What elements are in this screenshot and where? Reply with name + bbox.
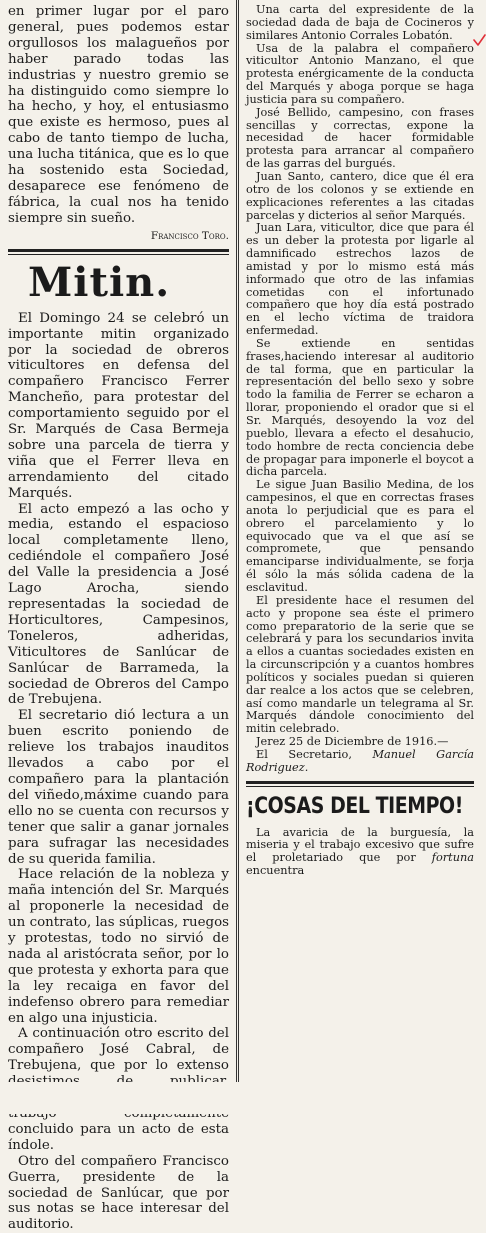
intro-paragraph: en primer lugar por el paro general, pues podemos estar orgullosos los malagueños por haber parado todas las industrias y nuestro gremio se ha distinguido como siempre lo ha hecho, y hoy, el entusiasmo que existe es hermoso, pues al cabo de tanto tiempo de lucha, una lucha titánica, que es lo que ha sostenido esta Sociedad, desaparece ese fenómeno de fábrica, la cual nos ha tenido siempre sin sueño. bbox=[8, 4, 229, 226]
mitin-paragraph-1: El Domingo 24 se celebró un importante mitin organizado por la sociedad de obreros viticultores en defensa del compañero Francisco Ferrer Mancheño, para protestar del comportamiento seguido por el Sr. Marqués de Casa Bermeja sobre una parcela de tierra y viña que el Ferrer lleva en arrendamiento del citado Marqués. bbox=[8, 310, 229, 501]
headline-mitin: Mitin. bbox=[28, 258, 171, 306]
section-rule bbox=[8, 249, 229, 252]
right-paragraph-1: Una carta del expresidente de la sociedad dada de baja de Cocineros y similares Antonio Corrales Lobatón. bbox=[246, 3, 474, 42]
mitin-paragraph-6: Otro del compañero Francisco Guerra, presidente de la sociedad de Sanlúcar, que por sus notas se hace interesar del auditorio. bbox=[8, 1153, 229, 1233]
secretary-name: Manuel García Rodriguez. bbox=[246, 747, 474, 774]
section-rule-thin bbox=[8, 254, 229, 255]
right-paragraph-7: Le sigue Juan Basilio Medina, de los campesinos, el que en correctas frases anota lo perjudicial que es para el obrero el parcelamiento y lo equivocado que va el que así se compromete, que pensando emanciparse individualmente, se forja él sólo la más sólida cadena de la esclavitud. bbox=[246, 478, 474, 594]
right-paragraph-3: José Bellido, campesino, con frases sencillas y correctas, expone la necesidad de hacer formidable protesta para arrancar al compañero de las garras del burgués. bbox=[246, 105, 474, 171]
cosas-text-a: La avaricia de la burguesía, la miseria y el trabajo excesivo que sufre el proletariado que por bbox=[246, 825, 474, 865]
mitin-paragraph-3: El secretario dió lectura a un buen escrito poniendo de relieve los trabajos inauditos llevados a cabo por el compañero para la plantación del viñedo,máxime cuando para ello no se cuenta con recursos y tener que salir a ganar jornales para sufragar las necesidades de su querida familia. bbox=[8, 708, 229, 867]
page-bottom-margin bbox=[0, 1082, 486, 1114]
mitin-paragraph-5: A continuación otro escrito del compañero José Cabral, de Trebujena, que por lo extenso concluido para un acto de esta índole. bbox=[8, 1026, 229, 1153]
right-paragraph-6: Se extiende en sentidas frases,haciendo interesar al auditorio de tal forma, que en particular la representación del bello sexo y sobre todo la familia de Ferrer se echaron a llorar, proponiendo el orador que si el Sr. Marqués, desoyendo la voz del pueblo, llevara a efecto el desahucio, todo hombre de recta conciencia debe de propagar para imponerle el boycot a dicha parcela. bbox=[246, 336, 474, 479]
article-signature: Francisco Toro. bbox=[150, 229, 229, 242]
secretary-prefix: El Secretario, bbox=[256, 747, 352, 761]
cosas-text-b: encuentra bbox=[246, 864, 305, 878]
left-column bbox=[8, 4, 229, 1233]
right-column bbox=[246, 4, 474, 878]
right-paragraph-8: El presidente hace el resumen del acto y propone sea éste el primero como preparatorio de la serie que se celebrará y para los secundarios invita a ellos a cuantas sociedades existen en la circunscripción y a cuantos hombres políticos y sociales puedan si quieren dar realce a los actos que se celebren, así como mandarle un telegrama al Sr. Marqués dándole conocimiento del mitin celebrado. bbox=[246, 593, 474, 736]
right-paragraph-5: Juan Lara, viticultor, dice que para él es un deber la protesta por ligarle al damnificado estrechos lazos de amistad y por lo mismo está más informado que otro de las infamias cometidas con el infortunado compañero que hoy día está postrado en el lecho víctima de traidora enfermedad. bbox=[246, 221, 474, 338]
secretary-line bbox=[246, 749, 474, 775]
checkmark-icon bbox=[472, 34, 486, 48]
section-rule-right bbox=[246, 781, 474, 784]
right-paragraph-2: Usa de la palabra el compañero viticultor Antonio Manzano, el que protesta enérgicamente de la conducta del Marqués y aboga porque se haga justicia para su compañero. bbox=[246, 41, 474, 106]
section-rule-right-thin bbox=[246, 786, 474, 787]
headline-cosas-del-tiempo: ¡COSAS DEL TIEMPO! bbox=[246, 793, 463, 819]
mitin-paragraph-2: El acto empezó a las ocho y media, estando el espacioso local completamente lleno, cediéndole el compañero José del Valle la presidencia a José Lago Arocha, siendo representadas la sociedad de Horticultores, Campesinos, Toneleros, adheridas, Viticultores de Sanlúcar de Sanlúcar de Barrameda, la sociedad de Obreros del Campo de Trebujena. bbox=[8, 501, 229, 708]
right-paragraph-4: Juan Santo, cantero, dice que él era otro de los colonos y se extiende en explicaciones referentes a las citadas parcelas y dicterios al señor Marqués. bbox=[246, 169, 474, 222]
column-divider bbox=[236, 0, 239, 1082]
cosas-paragraph bbox=[246, 827, 474, 878]
mitin-paragraph-4: Hace relación de la nobleza y maña intención del Sr. Marqués al proponerle la necesidad de un contrato, las súplicas, ruegos y protestas, todo no sirvió de nada al aristócrata señor, por lo que protesta y exhorta para que la ley recaiga en favor del indefenso obrero para remediar en algo una injusticia. bbox=[8, 867, 229, 1026]
date-line: Jerez 25 de Diciembre de 1916.— bbox=[256, 735, 449, 749]
cosas-text-em: fortuna bbox=[431, 851, 474, 865]
